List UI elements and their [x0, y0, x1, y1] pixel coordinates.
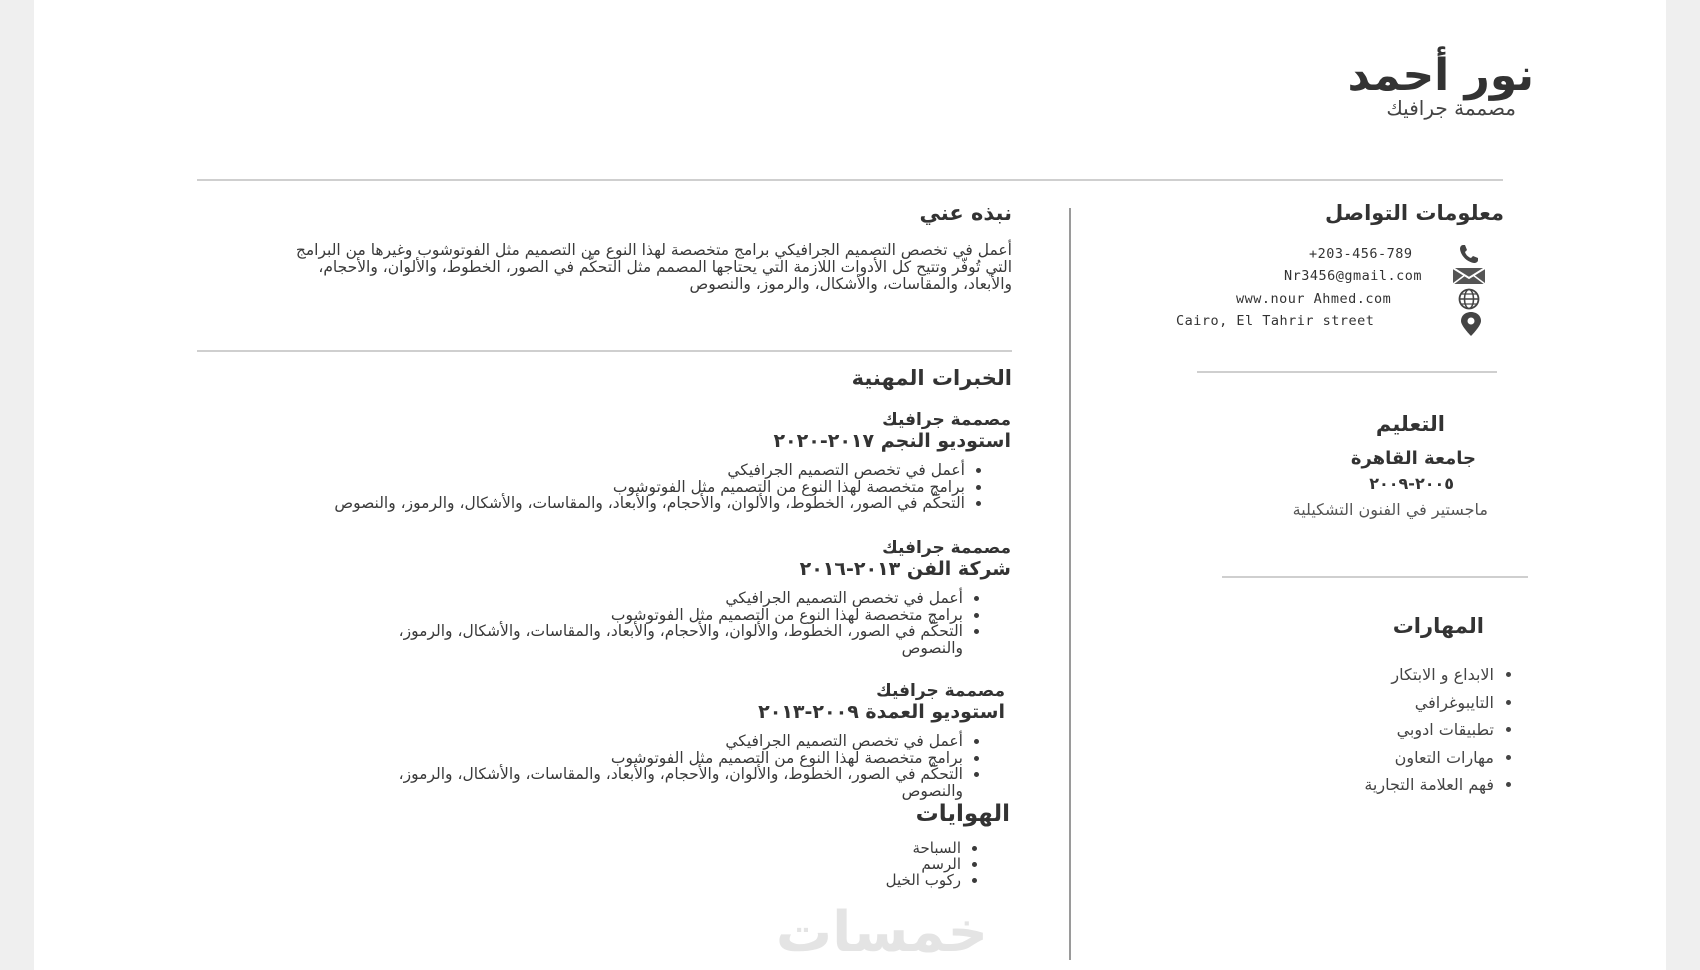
contact-title: معلومات التواصل — [1325, 201, 1504, 225]
skill-item: • تطبيقات ادوبي — [1160, 716, 1494, 744]
about-divider — [197, 350, 1012, 352]
job-entry — [251, 538, 1011, 656]
job-bullet: • برامج متخصصة لهذا النوع من التصميم مثل الفوتوشوب — [363, 750, 963, 767]
job-entry — [251, 410, 1011, 512]
location-pin-icon — [1456, 311, 1486, 337]
education-title: التعليم — [1375, 412, 1445, 436]
email-address[interactable]: Nr3456@gmail.com — [1284, 268, 1423, 284]
skills-title: المهارات — [1392, 614, 1484, 638]
hobby-item: • السباحة — [687, 840, 961, 856]
website-url[interactable]: www.nour Ahmed.com — [1236, 291, 1392, 307]
job-bullet: • برامج متخصصة لهذا النوع من التصميم مثل الفوتوشوب — [275, 479, 965, 496]
job-title: مصممة جرافيك — [1386, 96, 1516, 120]
person-name: نور أحمد — [1347, 50, 1534, 101]
job-company: شركة الفن ٢٠١٣-٢٠١٦ — [799, 558, 1011, 580]
job-role: مصممة جرافيك — [876, 681, 1005, 701]
job-bullet: • التحكّم في الصور، الخطوط، والألوان، والأحجام، والأبعاد، والمقاسات، والأشكال، والرموز، والنصوص — [363, 766, 963, 799]
hobby-item: • ركوب الخيل — [687, 872, 961, 888]
envelope-icon — [1452, 267, 1486, 285]
job-role: مصممة جرافيك — [882, 538, 1011, 558]
resume-page — [34, 0, 1666, 970]
job-bullet: • التحكّم في الصور، الخطوط، والألوان، والأحجام، والأبعاد، والمقاسات، والأشكال، والرموز، والنصوص — [363, 623, 963, 656]
skill-item: • فهم العلامة التجارية — [1160, 771, 1494, 799]
contact-website-row — [1104, 288, 1534, 310]
contact-divider — [1197, 371, 1497, 373]
university-name: جامعة القاهرة — [1350, 448, 1476, 469]
education-divider — [1222, 576, 1528, 578]
about-text: أعمل في تخصص التصميم الجرافيكي برامج متخصصة لهذا النوع من التصميم مثل الفوتوشوب وغيرها من البرامج التي تُوفّر وتتيح كل الأدوات اللازمة التي يحتاجها المصمم مثل التحكّم في الصور، الخطوط، والألوان، والأحجام، والأبعاد، والمقاسات، والأشكال، والرموز، والنصوص — [295, 241, 1012, 293]
job-bullet: • أعمل في تخصص التصميم الجرافيكي — [363, 733, 963, 750]
hobbies-title: الهوايات — [915, 801, 1010, 827]
skill-item: • التايبوغرافي — [1160, 689, 1494, 717]
hobby-item: • الرسم — [687, 856, 961, 872]
education-degree: ماجستير في الفنون التشكيلية — [1292, 500, 1488, 519]
job-entry — [245, 681, 1005, 799]
contact-phone-row — [1104, 243, 1534, 265]
contact-address-row — [1104, 311, 1534, 333]
skill-item: • الابداع و الابتكار — [1160, 661, 1494, 689]
skill-item: • مهارات التعاون — [1160, 744, 1494, 772]
address-text: Cairo, El Tahrir street — [1176, 313, 1375, 329]
job-bullet: • التحكّم في الصور، الخطوط، والألوان، والأحجام، والأبعاد، والمقاسات، والأشكال، والرموز، والنصوص — [275, 495, 965, 512]
phone-number[interactable]: +203-456-789 — [1309, 246, 1413, 262]
about-title: نبذه عني — [919, 201, 1012, 225]
watermark-logo: خمسات — [775, 900, 988, 965]
job-company: استوديو النجم ٢٠١٧-٢٠٢٠ — [773, 430, 1011, 452]
job-role: مصممة جرافيك — [882, 410, 1011, 430]
globe-icon — [1454, 288, 1484, 310]
header-divider — [197, 179, 1503, 181]
hobbies-list — [687, 840, 987, 888]
phone-icon — [1456, 243, 1486, 265]
education-years: ٢٠٠٥-٢٠٠٩ — [1369, 474, 1454, 493]
job-bullet: • برامج متخصصة لهذا النوع من التصميم مثل الفوتوشوب — [363, 607, 963, 624]
contact-email-row — [1104, 265, 1534, 287]
column-divider — [1069, 208, 1071, 960]
job-bullet: • أعمل في تخصص التصميم الجرافيكي — [363, 590, 963, 607]
experience-title: الخبرات المهنية — [851, 366, 1012, 390]
job-company: استوديو العمدة ٢٠٠٩-٢٠١٣ — [758, 701, 1005, 723]
job-bullet: • أعمل في تخصص التصميم الجرافيكي — [275, 462, 965, 479]
skills-list — [1160, 661, 1520, 799]
